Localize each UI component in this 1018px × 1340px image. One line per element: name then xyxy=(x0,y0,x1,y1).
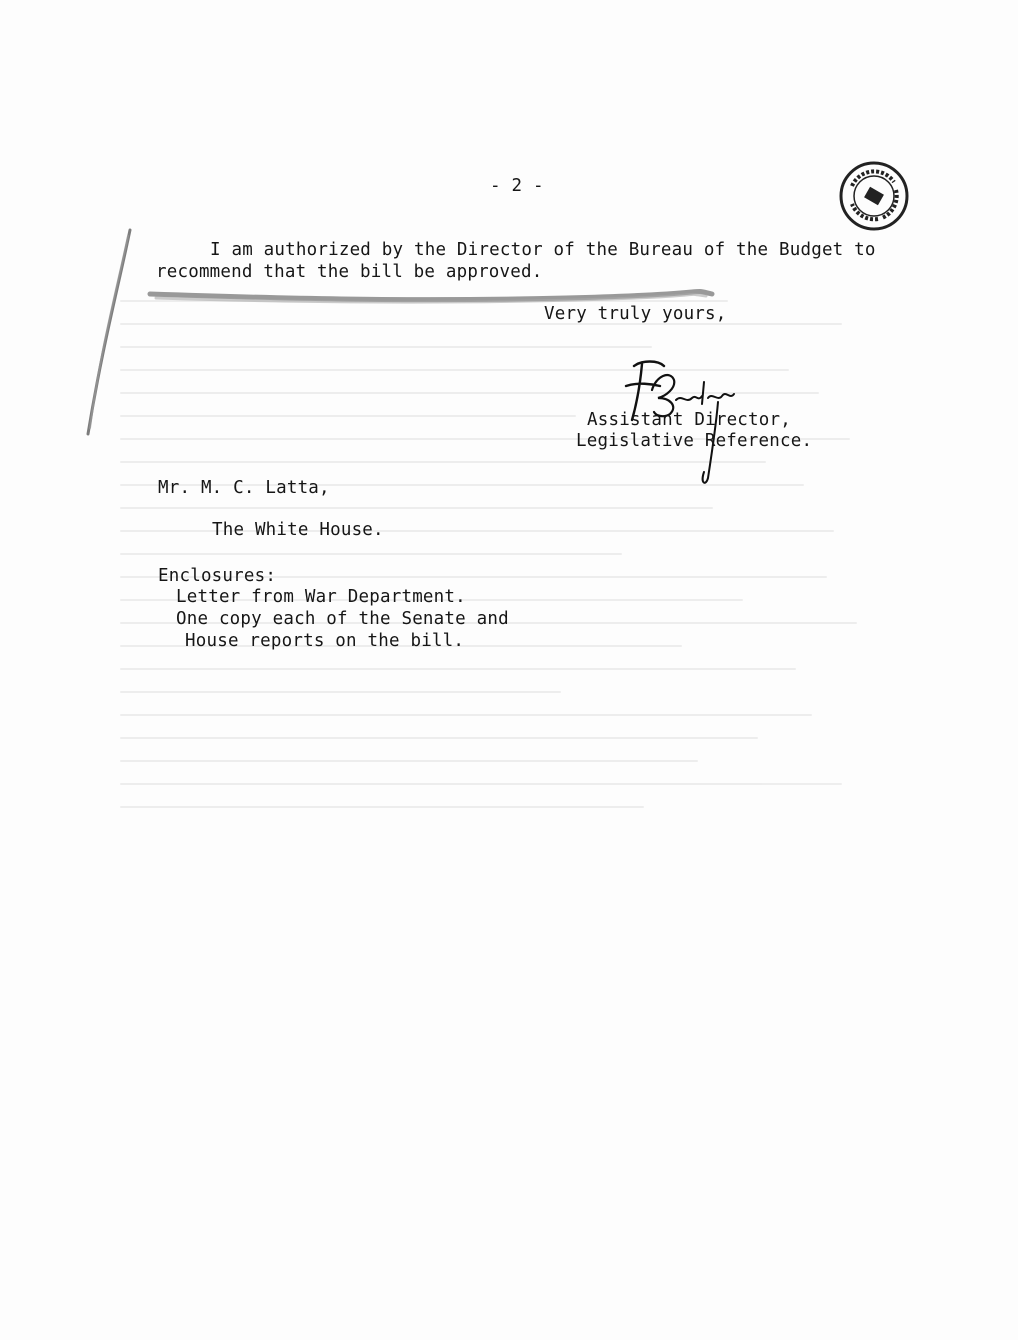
enclosure-item-1: Letter from War Department. xyxy=(176,587,466,607)
enclosure-item-2-line-2: House reports on the bill. xyxy=(185,631,465,651)
pencil-margin-mark xyxy=(80,228,140,438)
recipient-place: The White House. xyxy=(212,520,384,540)
signature-title-line-2: Legislative Reference. xyxy=(576,431,813,451)
page-number: - 2 - xyxy=(490,176,544,196)
body-line-2: recommend that the bill be approved. xyxy=(156,262,543,282)
closing: Very truly yours, xyxy=(544,304,727,324)
library-stamp-icon xyxy=(838,160,910,232)
enclosures-heading: Enclosures: xyxy=(158,566,277,586)
signature-title-line-1: Assistant Director, xyxy=(587,410,791,430)
recipient-name: Mr. M. C. Latta, xyxy=(158,478,330,498)
enclosure-item-2-line-1: One copy each of the Senate and xyxy=(176,609,509,629)
body-line-1: I am authorized by the Director of the Bureau of the Budget to xyxy=(210,240,876,260)
